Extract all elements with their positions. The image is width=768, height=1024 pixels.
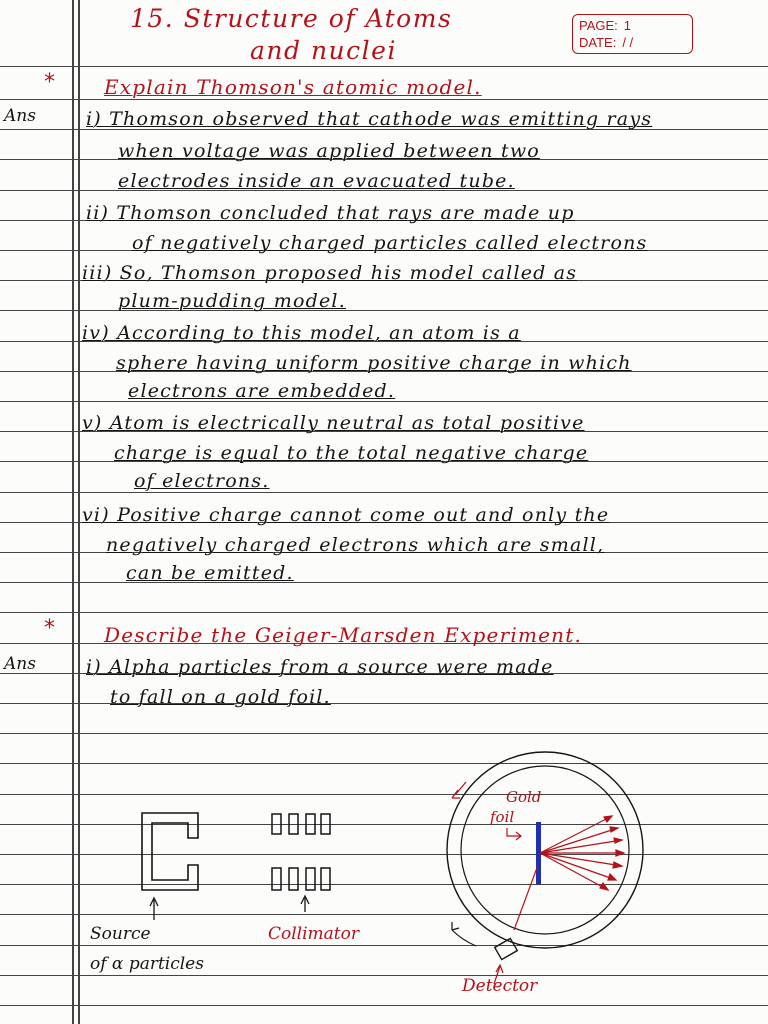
collimator-label: Collimator bbox=[268, 924, 360, 944]
ruled-line bbox=[0, 310, 768, 311]
question-1-marker: * bbox=[44, 70, 55, 95]
q1-line-11: v) Atom is electrically neutral as total positive bbox=[82, 412, 585, 434]
ruled-line bbox=[0, 66, 768, 67]
q1-line-15: negatively charged electrons which are small, bbox=[106, 534, 605, 556]
geiger-marsden-diagram bbox=[0, 740, 768, 1024]
q1-line-5: of negatively charged particles called electrons bbox=[132, 232, 648, 254]
q1-line-8: iv) According to this model, an atom is a bbox=[82, 322, 521, 344]
q1-line-7: plum-pudding model. bbox=[118, 290, 346, 312]
source-label-1: Source bbox=[90, 924, 151, 944]
q1-line-2: when voltage was applied between two bbox=[118, 140, 540, 162]
ruled-line bbox=[0, 582, 768, 583]
detector-box bbox=[495, 938, 518, 959]
answer-1-label: Ans bbox=[4, 106, 36, 126]
detector-label: Detector bbox=[462, 976, 538, 996]
source-label-2: of α particles bbox=[90, 954, 204, 974]
question-2-marker: * bbox=[44, 616, 55, 641]
q1-line-12: charge is equal to the total negative charge bbox=[114, 442, 589, 464]
chapter-title-line-1: 15. Structure of Atoms bbox=[130, 4, 453, 33]
q1-line-16: can be emitted. bbox=[126, 562, 294, 584]
ruled-line bbox=[0, 612, 768, 613]
q2-line-2: to fall on a gold foil. bbox=[110, 686, 331, 708]
chapter-title-line-2: and nuclei bbox=[250, 36, 397, 65]
answer-2-label: Ans bbox=[4, 654, 36, 674]
date-label: DATE: bbox=[579, 35, 617, 50]
page-number: 1 bbox=[623, 18, 632, 33]
question-1-heading: Explain Thomson's atomic model. bbox=[104, 75, 482, 99]
alpha-source-box bbox=[142, 813, 198, 890]
q1-line-9: sphere having uniform positive charge in which bbox=[116, 352, 632, 374]
q1-line-1: i) Thomson observed that cathode was emitting rays bbox=[86, 108, 653, 130]
gold-foil-label-1: Gold bbox=[506, 788, 542, 806]
gold-foil-label-2: foil bbox=[490, 808, 515, 826]
q1-line-10: electrons are embedded. bbox=[128, 380, 396, 402]
scattered-rays bbox=[540, 816, 624, 890]
page-date-box bbox=[572, 14, 693, 54]
q1-line-3: electrodes inside an evacuated tube. bbox=[118, 170, 515, 192]
ruled-line bbox=[0, 492, 768, 493]
question-2-heading: Describe the Geiger-Marsden Experiment. bbox=[104, 623, 583, 647]
ruled-line bbox=[0, 733, 768, 734]
ruled-line bbox=[0, 99, 768, 100]
q1-line-14: vi) Positive charge cannot come out and only the bbox=[82, 504, 610, 526]
q1-line-4: ii) Thomson concluded that rays are made up bbox=[86, 202, 575, 224]
q1-line-6: iii) So, Thomson proposed his model called as bbox=[82, 262, 578, 284]
q2-line-1: i) Alpha particles from a source were made bbox=[86, 656, 554, 678]
page-label: PAGE: bbox=[579, 18, 618, 33]
collimator-slits bbox=[272, 814, 330, 890]
q1-line-13: of electrons. bbox=[134, 470, 270, 492]
date-value: / / bbox=[622, 35, 634, 50]
